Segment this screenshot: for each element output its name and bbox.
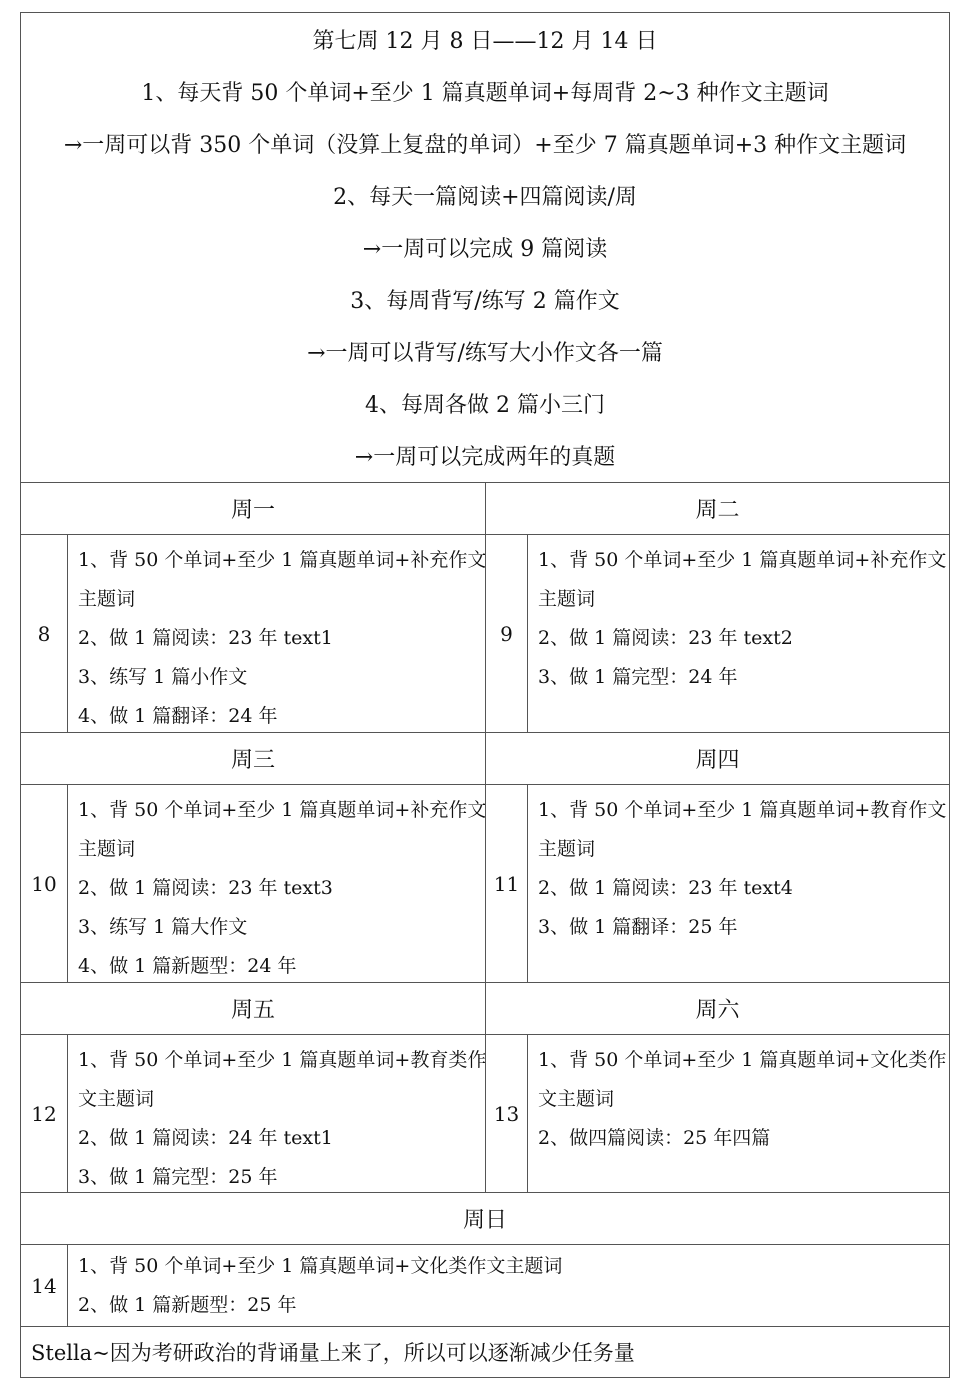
day-name-thu: 周四: [485, 733, 949, 784]
task-cell-fri: [67, 1035, 485, 1192]
summary-line: →一周可以完成 9 篇阅读: [362, 237, 608, 262]
task-line: 主题词: [538, 838, 596, 860]
task-cell-sat: [527, 1035, 949, 1192]
summary-line: 2、每天一篇阅读+四篇阅读/周: [333, 185, 637, 210]
date-sat: 13: [485, 1035, 527, 1192]
date-wed: 10: [31, 871, 57, 896]
task-line: 2、做 1 篇阅读：23 年 text4: [538, 877, 793, 899]
task-line: 主题词: [538, 588, 596, 610]
day-name-row: [21, 1193, 949, 1245]
task-cell-tue: [527, 535, 949, 732]
day-name-fri: 周五: [230, 998, 275, 1023]
day-name-mon: 周一: [230, 498, 275, 523]
task-list-fri: [68, 1041, 486, 1197]
task-line: 2、做 1 篇阅读：24 年 text1: [78, 1127, 333, 1149]
task-list-wed: [68, 791, 486, 986]
summary-line: →一周可以背 350 个单词（没算上复盘的单词）+至少 7 篇真题单词+3 种作文主题词: [63, 133, 907, 158]
day-name-sun: 周日: [462, 1208, 507, 1233]
task-line: 2、做四篇阅读：25 年四篇: [538, 1127, 771, 1149]
task-line: 主题词: [78, 588, 136, 610]
date-tue: 9: [485, 535, 527, 732]
task-line: 1、背 50 个单词+至少 1 篇真题单词+补充作文: [78, 799, 487, 821]
task-line: 1、背 50 个单词+至少 1 篇真题单词+文化类作文主题词: [78, 1255, 563, 1277]
task-cell-sun: [67, 1245, 949, 1326]
day-task-row: [21, 785, 949, 983]
day-task-row: [21, 535, 949, 733]
day-name-row: [21, 983, 949, 1035]
day-name-row: [21, 733, 949, 785]
date-mon: 8: [37, 621, 51, 646]
footer-note: Stella~因为考研政治的背诵量上来了，所以可以逐渐减少任务量: [31, 1341, 635, 1365]
task-line: 1、背 50 个单词+至少 1 篇真题单词+补充作文: [78, 549, 487, 571]
date-sun: 14: [31, 1273, 57, 1298]
task-list-tue: [528, 541, 950, 697]
task-line: 2、做 1 篇阅读：23 年 text2: [538, 627, 793, 649]
task-cell-wed: [67, 785, 485, 982]
task-line: 1、背 50 个单词+至少 1 篇真题单词+补充作文: [538, 549, 947, 571]
day-task-row: [21, 1245, 949, 1327]
weekly-plan-table: [20, 12, 950, 1378]
date-thu: 11: [485, 785, 527, 982]
summary-line: 4、每周各做 2 篇小三门: [365, 393, 605, 418]
task-cell-mon: [67, 535, 485, 732]
task-line: 4、做 1 篇翻译：24 年: [78, 705, 278, 727]
task-list-thu: [528, 791, 950, 947]
task-cell-thu: [527, 785, 949, 982]
task-line: 主题词: [78, 838, 136, 860]
task-line: 2、做 1 篇阅读：23 年 text3: [78, 877, 333, 899]
day-name-tue: 周二: [485, 483, 949, 534]
task-line: 4、做 1 篇新题型：24 年: [78, 955, 297, 977]
week-summary: [21, 13, 949, 483]
day-task-row: [21, 1035, 949, 1193]
summary-line: 3、每周背写/练写 2 篇作文: [350, 289, 620, 314]
summary-line: →一周可以背写/练写大小作文各一篇: [307, 341, 663, 366]
summary-line: 1、每天背 50 个单词+至少 1 篇真题单词+每周背 2~3 种作文主题词: [141, 81, 829, 106]
task-line: 2、做 1 篇新题型：25 年: [78, 1294, 297, 1316]
task-line: 3、做 1 篇完型：25 年: [78, 1166, 278, 1188]
task-line: 文主题词: [538, 1088, 615, 1110]
task-line: 3、练写 1 篇小作文: [78, 666, 248, 688]
task-list-sat: [528, 1041, 950, 1158]
task-line: 3、做 1 篇完型：24 年: [538, 666, 738, 688]
day-name-sat: 周六: [485, 983, 949, 1034]
task-line: 3、练写 1 篇大作文: [78, 916, 248, 938]
task-list-sun: [68, 1247, 950, 1325]
day-name-row: [21, 483, 949, 535]
task-line: 1、背 50 个单词+至少 1 篇真题单词+文化类作: [538, 1049, 947, 1071]
task-list-mon: [68, 541, 486, 736]
task-line: 3、做 1 篇翻译：25 年: [538, 916, 738, 938]
day-name-wed: 周三: [230, 748, 275, 773]
task-line: 1、背 50 个单词+至少 1 篇真题单词+教育作文: [538, 799, 947, 821]
task-line: 1、背 50 个单词+至少 1 篇真题单词+教育类作: [78, 1049, 487, 1071]
week-title: 第七周 12 月 8 日——12 月 14 日: [312, 29, 658, 54]
date-fri: 12: [31, 1101, 57, 1126]
task-line: 文主题词: [78, 1088, 155, 1110]
summary-line: →一周可以完成两年的真题: [354, 445, 616, 470]
task-line: 2、做 1 篇阅读：23 年 text1: [78, 627, 333, 649]
